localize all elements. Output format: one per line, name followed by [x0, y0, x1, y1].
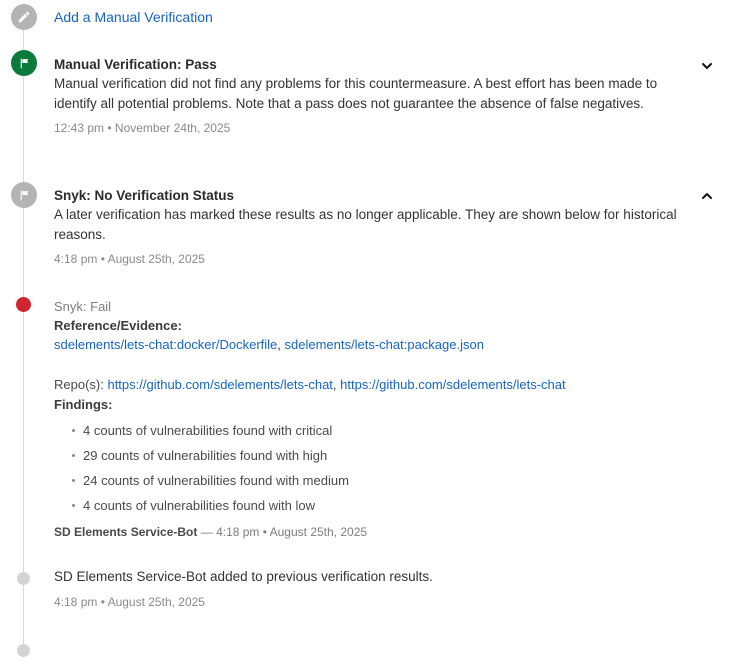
manual-verification-timestamp: 12:43 pm • November 24th, 2025 — [54, 121, 231, 135]
list-item: 29 counts of vulnerabilities found with high — [72, 443, 694, 468]
fail-status-dot — [16, 297, 31, 312]
reference-evidence-label: Reference/Evidence: — [54, 318, 182, 333]
manual-verification-body: Manual verification did not find any problems for this countermeasure. A best effort has been made to identify all potential problems. Note that a pass does not guarantee the absence of false negatives. — [54, 76, 658, 111]
timeline-rail — [23, 30, 24, 655]
findings-list — [54, 418, 694, 518]
repos-label: Repo(s): — [54, 377, 108, 392]
manual-verification-content — [54, 55, 694, 137]
reference-link[interactable]: sdelements/lets-chat:package.json — [284, 337, 484, 352]
repo-link[interactable]: https://github.com/sdelements/lets-chat — [340, 377, 566, 392]
service-bot-text: SD Elements Service-Bot added to previous verification results. — [54, 569, 433, 584]
list-item: 4 counts of vulnerabilities found with critical — [72, 418, 694, 443]
pencil-icon — [11, 4, 37, 30]
repos-line — [54, 375, 694, 395]
chevron-down-icon[interactable] — [699, 58, 717, 76]
timeline-end-dot — [17, 644, 30, 657]
chevron-up-icon[interactable] — [699, 188, 717, 206]
snyk-status-timestamp: 4:18 pm • August 25th, 2025 — [54, 252, 205, 266]
repos-separator: , — [332, 377, 341, 392]
list-item: 24 counts of vulnerabilities found with medium — [72, 468, 694, 493]
add-verification-content — [54, 8, 694, 27]
reference-separator: , — [277, 337, 285, 352]
flag-icon — [11, 50, 37, 76]
service-bot-content — [54, 567, 694, 611]
reference-link[interactable]: sdelements/lets-chat:docker/Dockerfile — [54, 337, 278, 352]
snyk-fail-timestamp: 4:18 pm • August 25th, 2025 — [216, 525, 368, 539]
snyk-status-content — [54, 186, 694, 268]
author-separator: — — [197, 525, 217, 539]
snyk-fail-attribution — [54, 523, 694, 541]
reference-evidence-links — [54, 335, 694, 355]
service-bot-timestamp: 4:18 pm • August 25th, 2025 — [54, 594, 205, 609]
repo-link[interactable]: https://github.com/sdelements/lets-chat — [107, 377, 333, 392]
add-manual-verification-link[interactable]: Add a Manual Verification — [54, 9, 213, 25]
flag-icon — [11, 182, 37, 208]
snyk-fail-content — [54, 297, 694, 541]
manual-verification-title: Manual Verification: Pass — [54, 57, 217, 72]
snyk-fail-status: Snyk: Fail — [54, 299, 112, 314]
snyk-fail-author: SD Elements Service-Bot — [54, 525, 198, 539]
snyk-status-title: Snyk: No Verification Status — [54, 188, 235, 203]
snyk-status-body: A later verification has marked these results as no longer applicable. They are shown below for historical reasons. — [54, 207, 677, 242]
list-item: 4 counts of vulnerabilities found with low — [72, 493, 694, 518]
neutral-status-dot — [17, 572, 30, 585]
findings-label: Findings: — [54, 397, 113, 412]
